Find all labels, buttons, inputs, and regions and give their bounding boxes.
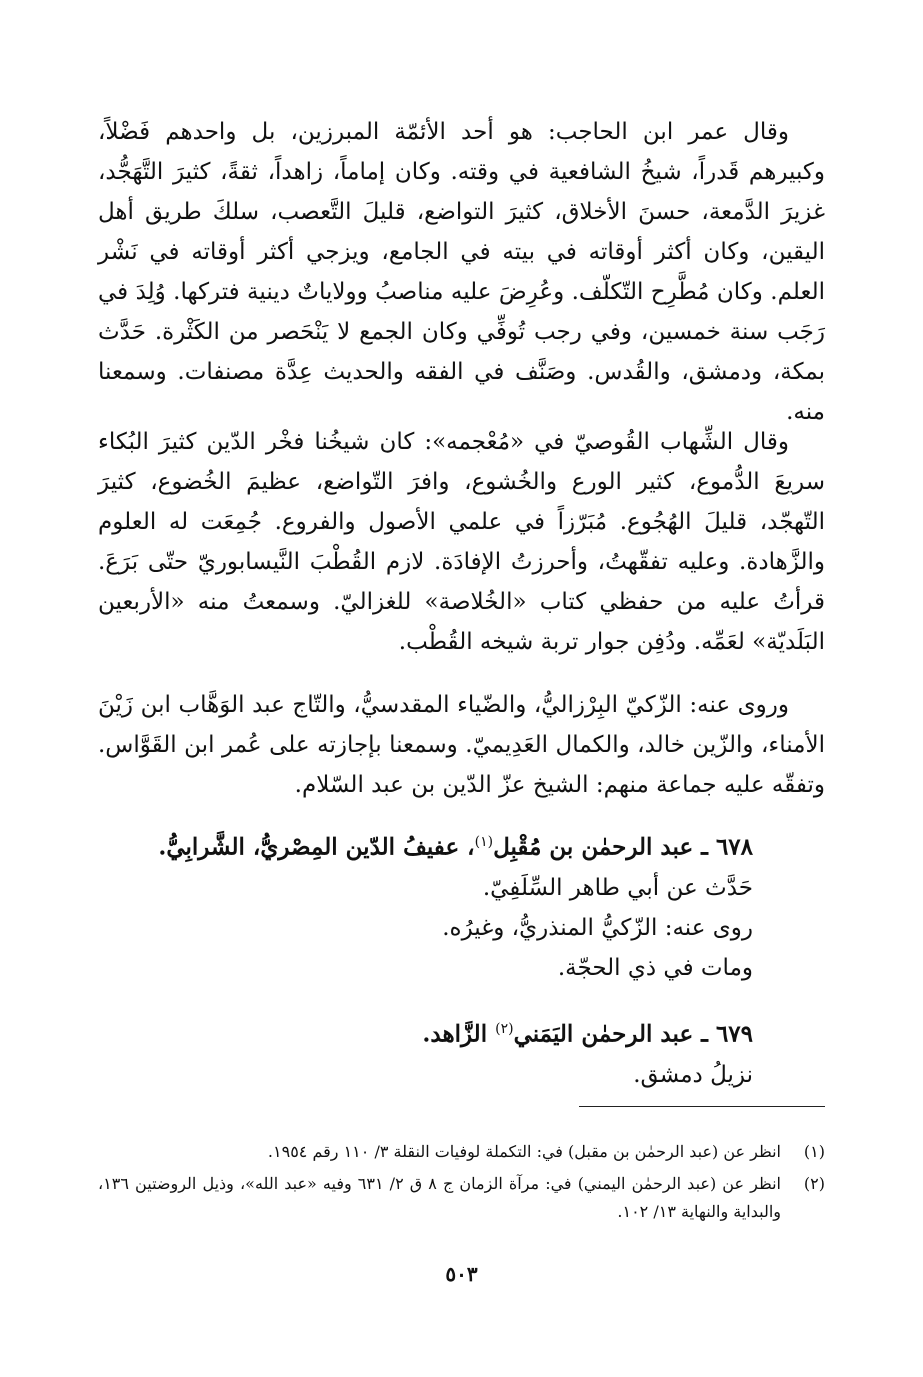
entry-title-rest: ، عفيفُ الدّين المِصْريُّ، الشَّرابِيُّ. (158, 833, 475, 861)
paragraph-text: وروى عنه: الزّكيّ البِرْزاليُّ، والضّياء المقدسيُّ، والتّاج عبد الوَهَّاب ابن زَيْنَ الأمناء، والزّين خالد، والكمال العَدِيميّ. وسمعنا بإجازته على عُمر ابن القَوَّاس. وتفقّه عليه جماعة منهم: الشيخ عزّ الدّين بن عبد السّلام. (98, 692, 825, 798)
footnote-1 (98, 1138, 825, 1166)
footnote-text: انظر عن (عبد الرحمٰن اليمني) في: مرآة الزمان ج ٨ ق ٢/ ٦٣١ وفيه «عبد الله»، وذيل الروضتين ١٣٦، والبداية والنهاية ١٣/ ١٠٢. (98, 1174, 781, 1221)
footnote-reference: (٢) (495, 1021, 514, 1037)
footnote-text: انظر عن (عبد الرحمٰن بن مقبل) في: التكملة لوفيات النقلة ٣/ ١١٠ رقم ١٩٥٤. (267, 1142, 781, 1161)
body-paragraph-3 (98, 685, 825, 805)
entry-line: روى عنه: الزّكيُّ المنذريُّ، وغيرُه. (442, 914, 753, 941)
entry-title-rest: الزَّاهد. (422, 1020, 496, 1048)
paragraph-text: وقال عمر ابن الحاجب: هو أحد الأئمّة المبرزين، بل واحدهم فَضْلاً، وكبيرهم قَدراً، شيخُ الشافعية في وقته. وكان إماماً، زاهداً، ثقةً، كثيرَ التَّهَجُّد، غزيرَ الدَّمعة، حسنَ الأخلاق، كثيرَ التواضع، قليلَ التَّعصب، سلكَ طريق أهل اليقين، وكان أكثر أوقاته في بيته في الجامع، ويزجي أكثر أوقاته في نَشْر العلم. وكان مُطَّرِح التّكلّف. وعُرِضَ عليه مناصبُ وولاياتٌ دينية فتركها. وُلِدَ في رَجَب سنة خمسين، وفي رجب تُوفِّي وكان الجمع لا يَنْحَصر من الكَثْرة. حَدَّث بمكة، ودمشق، والقُدس. وصَنَّف في الفقه والحديث عِدَّة مصنفات. وسمعنا منه. (98, 119, 825, 425)
footnote-reference: (١) (474, 834, 494, 850)
footnote-number: (١) (803, 1142, 825, 1161)
biography-entry-679 (98, 1009, 753, 1095)
entry-heading (98, 822, 753, 868)
entry-heading (98, 1009, 753, 1055)
entry-line: ومات في ذي الحجّة. (557, 954, 753, 981)
paragraph-text: وقال الشِّهاب القُوصيّ في «مُعْجمه»: كان شيخُنا فخْر الدّين كثيرَ البُكاء سريعَ الدُّموع، كثير الورع والخُشوع، وافرَ التّواضع، عظيمَ الخُضوع، كثيرَ التّهجّد، قليلَ الهُجُوع. مُبَرّزاً في علمي الأصول والفروع. جُمِعَت له العلوم والزَّهادة. وعليه تفقّهتُ، وأحرزتُ الإفادَة. لازم القُطْبَ النَّيسابوريّ حتّى بَرَعَ. قرأتُ عليه من حفظي كتاب «الخُلاصة» للغزاليّ. وسمعتُ منه «الأربعين البَلَديّة» لعَمِّه. ودُفِن جوار تربة شيخه القُطْب. (98, 429, 825, 655)
entry-title: ٦٧٨ ـ عبد الرحمٰن بن مُقْبِل (493, 833, 753, 861)
body-paragraph-1 (98, 112, 825, 432)
page-number: ٥٠٣ (445, 1262, 478, 1286)
footnotes (98, 1138, 825, 1230)
footnote-number: (٢) (803, 1174, 825, 1193)
body-paragraph-2 (98, 422, 825, 662)
footnote-2 (98, 1170, 825, 1226)
biography-entry-678 (98, 822, 753, 988)
entry-line: حَدَّث عن أبي طاهر السِّلَفِيّ. (482, 874, 753, 901)
entry-title: ٦٧٩ ـ عبد الرحمٰن اليَمَني (513, 1020, 753, 1048)
footnote-divider (579, 1106, 825, 1107)
entry-line: نزيلُ دمشق. (633, 1061, 753, 1088)
